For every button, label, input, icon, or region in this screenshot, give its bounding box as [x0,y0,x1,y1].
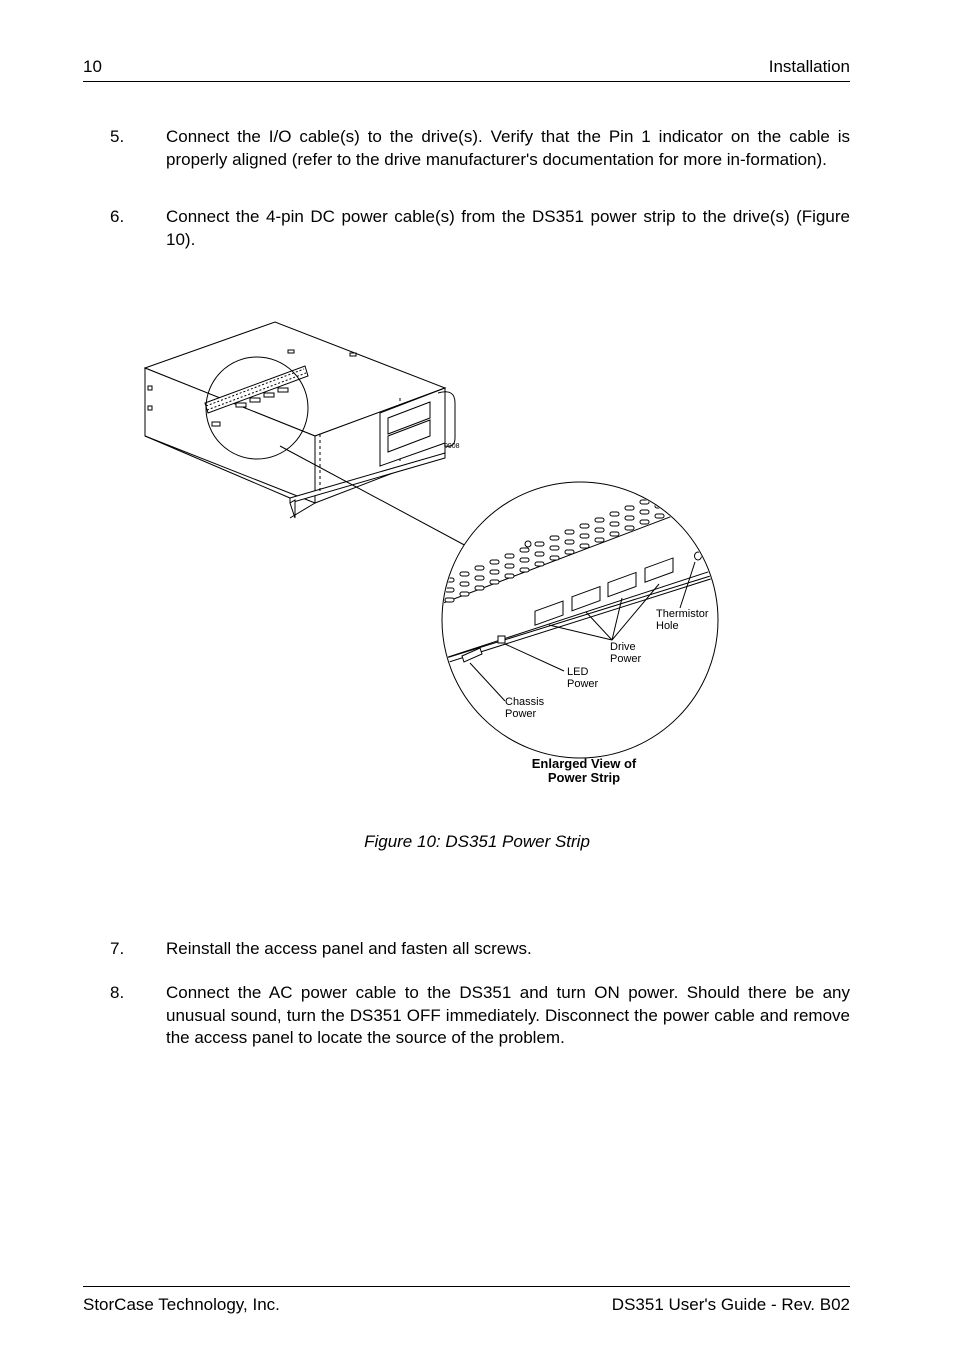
step-6 [110,206,850,251]
label-enlarged-2: Power Strip [547,770,621,785]
label-drive-2: Power [610,653,642,665]
step-text: Connect the I/O cable(s) to the drive(s). Verify that the Pin 1 indicator on the cable is properly aligned (refer to the drive manufacturer's documentation for more in-formation). [166,127,850,169]
label-drive-1: Drive [610,641,636,653]
step-number: 8. [110,983,125,1002]
step-8 [110,982,850,1050]
step-text: Connect the AC power cable to the DS351 and turn ON power. Should there be any unusual sound, turn the DS351 OFF immediately. Disconnect the power cable and remove the access panel to locate the source of the problem. [166,983,850,1047]
step-7 [110,938,850,961]
section-title: Installation [768,57,850,76]
page-footer [83,1286,850,1317]
page-header [83,57,850,82]
led-connector [498,636,505,643]
label-chassis-1: Chassis [505,696,545,708]
label-led-1: LED [567,666,589,678]
step-text: Connect the 4-pin DC power cable(s) from the DS351 power strip to the drive(s) (Figure 10). [166,207,850,249]
step-number: 7. [110,939,125,958]
step-number: 6. [110,207,125,226]
step-5 [110,126,850,171]
power-strip-figure [140,318,740,798]
label-enlarged-1: Enlarged View of [531,756,637,771]
figure-code: 0908 [444,443,460,450]
step-text: Reinstall the access panel and fasten all screws. [166,939,532,958]
label-chassis-2: Power [505,708,537,720]
label-led-2: Power [567,678,599,690]
label-thermistor-2: Hole [656,620,679,632]
figure-caption: Figure 10: DS351 Power Strip [364,832,590,851]
page-number: 10 [83,57,102,76]
step-number: 5. [110,127,125,146]
footer-guide-title: DS351 User's Guide - Rev. B02 [611,1295,850,1314]
label-thermistor-1: Thermistor [656,608,709,620]
footer-company: StorCase Technology, Inc. [83,1295,280,1314]
chassis-drawing [145,322,455,518]
